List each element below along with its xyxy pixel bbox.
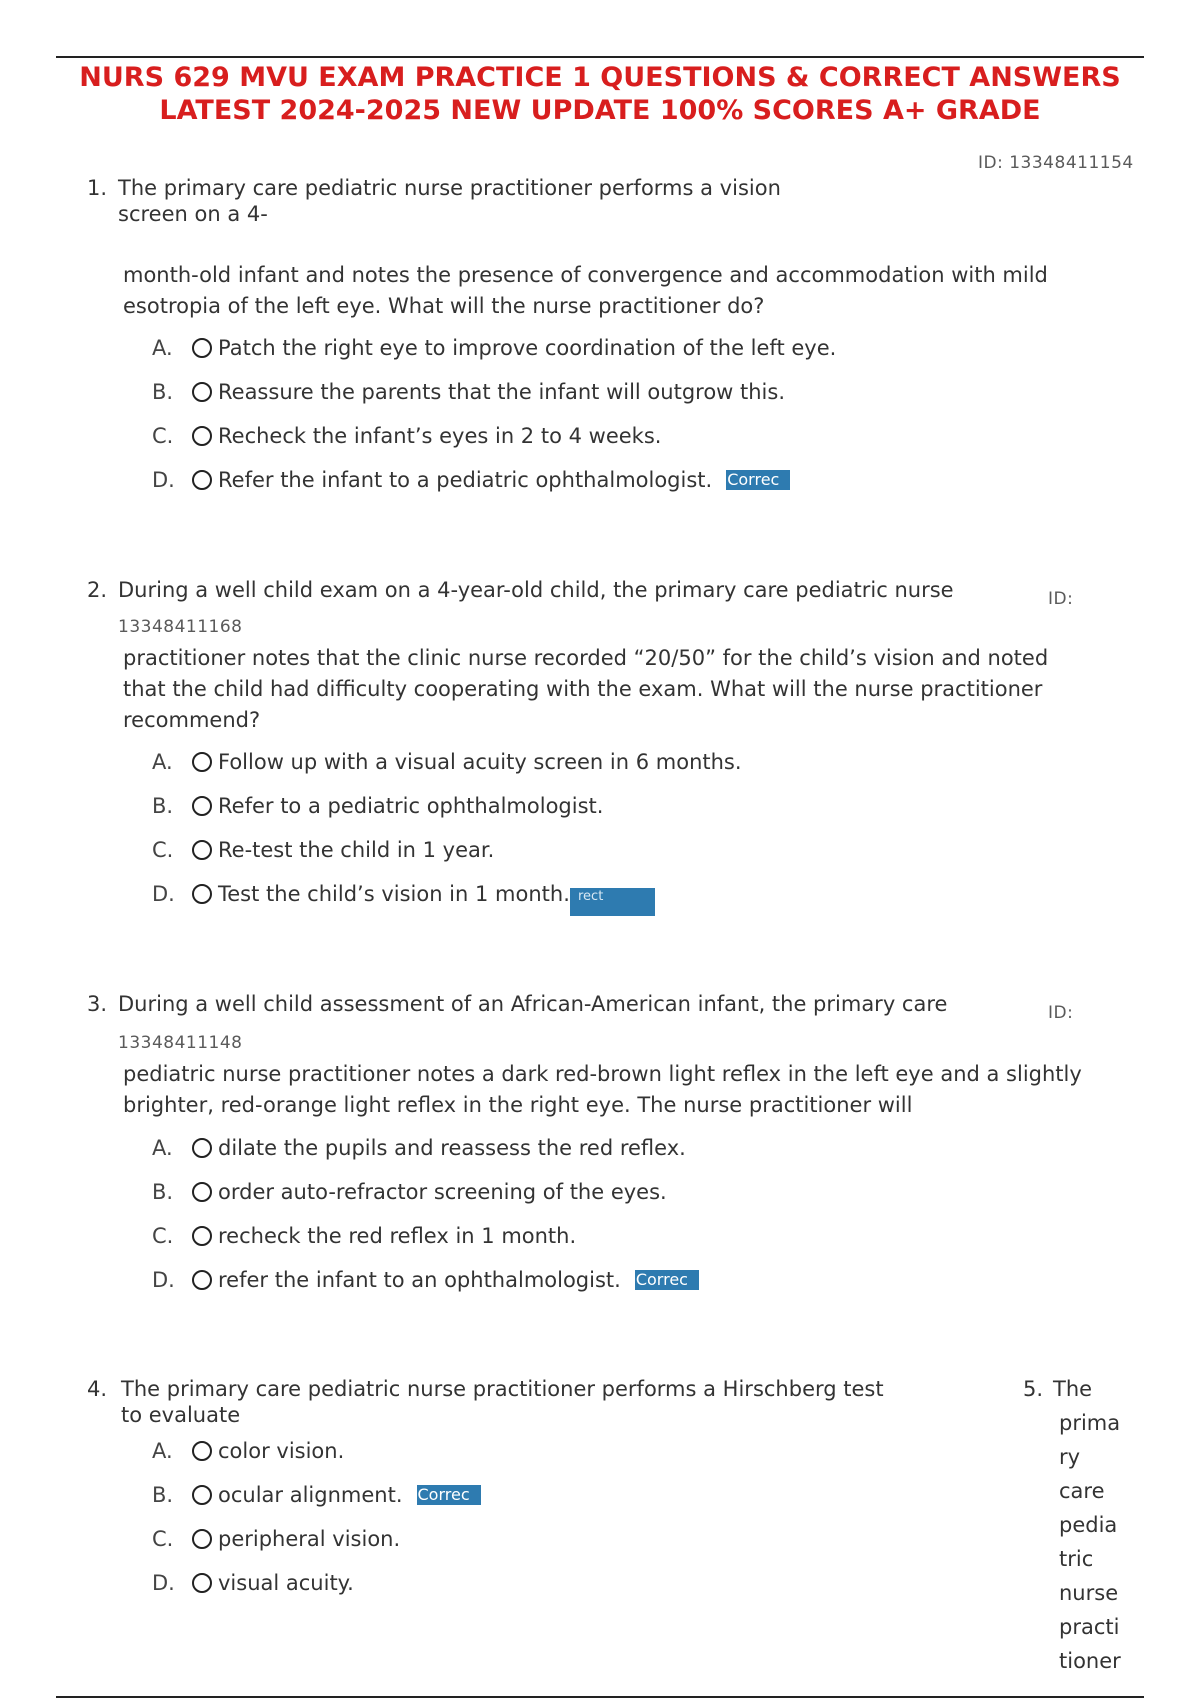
question-3-continuation: pediatric nurse practitioner notes a dark red-brown light reflex in the left eye and a slightly brighter, red-orange light reflex in the right eye. The nurse practitioner will bbox=[123, 1062, 1082, 1117]
question-5-line: tioner bbox=[1059, 1649, 1121, 1673]
question-4-option-a[interactable] bbox=[152, 1439, 344, 1463]
option-letter: A. bbox=[152, 750, 173, 774]
option-letter: C. bbox=[152, 424, 174, 448]
correct-badge: Correc bbox=[417, 1485, 481, 1505]
radio-circle-icon[interactable] bbox=[192, 1529, 212, 1549]
option-letter: B. bbox=[152, 794, 174, 818]
option-letter: B. bbox=[152, 1180, 174, 1204]
question-5-line: ry bbox=[1059, 1445, 1081, 1469]
question-5-line: nurse bbox=[1059, 1581, 1119, 1605]
question-1-stem-line-2: screen on a 4- bbox=[118, 202, 268, 226]
option-letter: B. bbox=[152, 380, 174, 404]
option-text: refer the infant to an ophthalmologist. bbox=[218, 1268, 621, 1292]
option-letter: D. bbox=[152, 1268, 175, 1292]
question-2-continuation: practitioner notes that the clinic nurse recorded “20/50” for the child’s vision and noted that the child had difficulty cooperating with the exam. What will the nurse practitioner recommend? bbox=[123, 646, 1049, 732]
question-3-option-c[interactable] bbox=[152, 1224, 576, 1248]
question-1-stem-line-1: The primary care pediatric nurse practitioner performs a vision bbox=[118, 176, 781, 200]
option-letter: B. bbox=[152, 1483, 174, 1507]
question-1-id: ID: 13348411154 bbox=[978, 153, 1134, 173]
question-5-number: 5. bbox=[1023, 1377, 1044, 1401]
question-4-number: 4. bbox=[87, 1377, 108, 1401]
option-text: Re-test the child in 1 year. bbox=[218, 838, 495, 862]
radio-circle-icon[interactable] bbox=[192, 382, 212, 402]
document-title-line-2: LATEST 2024-2025 NEW UPDATE 100% SCORES A+ GRADE bbox=[159, 95, 1041, 126]
question-5-line: practi bbox=[1059, 1615, 1120, 1639]
option-text: color vision. bbox=[218, 1439, 345, 1463]
option-letter: D. bbox=[152, 882, 175, 906]
question-2-option-d[interactable] bbox=[152, 882, 570, 906]
option-text: Refer the infant to a pediatric ophthalmologist. bbox=[218, 468, 713, 492]
option-text: order auto-refractor screening of the eyes. bbox=[218, 1180, 667, 1204]
radio-circle-icon[interactable] bbox=[192, 1441, 212, 1461]
question-5-line: The bbox=[1053, 1377, 1093, 1401]
radio-circle-icon[interactable] bbox=[192, 1138, 212, 1158]
option-letter: A. bbox=[152, 1439, 173, 1463]
question-4-stem-line-2: to evaluate bbox=[121, 1403, 241, 1427]
option-letter: D. bbox=[152, 1571, 175, 1595]
radio-circle-icon[interactable] bbox=[192, 752, 212, 772]
question-1-option-a[interactable] bbox=[152, 336, 836, 360]
option-text: ocular alignment. bbox=[218, 1483, 403, 1507]
radio-circle-icon[interactable] bbox=[192, 1573, 212, 1593]
question-1-option-c[interactable] bbox=[152, 424, 661, 448]
option-letter: D. bbox=[152, 468, 175, 492]
question-4-option-c[interactable] bbox=[152, 1527, 400, 1551]
question-4-option-b[interactable] bbox=[152, 1483, 481, 1507]
radio-circle-icon[interactable] bbox=[192, 1226, 212, 1246]
bottom-rule bbox=[56, 1696, 1144, 1698]
question-5-line: care bbox=[1059, 1479, 1105, 1503]
question-2-option-a[interactable] bbox=[152, 750, 742, 774]
option-text: Reassure the parents that the infant will outgrow this. bbox=[218, 380, 786, 404]
question-2-id-prefix: ID: bbox=[1048, 589, 1074, 609]
question-1-number: 1. bbox=[87, 176, 108, 200]
correct-badge bbox=[570, 888, 655, 916]
option-letter: A. bbox=[152, 336, 173, 360]
question-3-number: 3. bbox=[87, 992, 108, 1016]
option-letter: C. bbox=[152, 1224, 174, 1248]
question-5-line: prima bbox=[1059, 1411, 1121, 1435]
question-1-continuation: month-old infant and notes the presence of convergence and accommodation with mild esotropia of the left eye. What will the nurse practitioner do? bbox=[123, 263, 1048, 318]
radio-circle-icon[interactable] bbox=[192, 1485, 212, 1505]
question-3-id-number: 13348411148 bbox=[118, 1033, 243, 1053]
question-3-option-d[interactable] bbox=[152, 1268, 699, 1292]
option-text: visual acuity. bbox=[218, 1571, 354, 1595]
option-text: Refer to a pediatric ophthalmologist. bbox=[218, 794, 604, 818]
option-text: Recheck the infant’s eyes in 2 to 4 weeks. bbox=[218, 424, 662, 448]
correct-badge: Correc bbox=[635, 1270, 699, 1290]
document-title-line-1: NURS 629 MVU EXAM PRACTICE 1 QUESTIONS & CORRECT ANSWERS bbox=[79, 62, 1121, 93]
option-text: Test the child’s vision in 1 month. bbox=[218, 882, 570, 906]
option-letter: C. bbox=[152, 1527, 174, 1551]
radio-circle-icon[interactable] bbox=[192, 884, 212, 904]
option-text: peripheral vision. bbox=[218, 1527, 401, 1551]
correct-badge-text: rect bbox=[578, 889, 604, 904]
question-3-id-prefix: ID: bbox=[1048, 1003, 1074, 1023]
question-4-option-d[interactable] bbox=[152, 1571, 354, 1595]
question-3-stem-line-1: During a well child assessment of an African-American infant, the primary care bbox=[118, 992, 948, 1016]
question-2-stem-line-1: During a well child exam on a 4-year-old child, the primary care pediatric nurse bbox=[118, 578, 954, 602]
radio-circle-icon[interactable] bbox=[192, 796, 212, 816]
radio-circle-icon[interactable] bbox=[192, 426, 212, 446]
question-2-id-number: 13348411168 bbox=[118, 617, 243, 637]
top-rule bbox=[56, 56, 1144, 58]
question-3-option-b[interactable] bbox=[152, 1180, 667, 1204]
option-text: Patch the right eye to improve coordination of the left eye. bbox=[218, 336, 837, 360]
question-5-line: tric bbox=[1059, 1547, 1094, 1571]
correct-badge: Correc bbox=[726, 470, 790, 490]
option-letter: C. bbox=[152, 838, 174, 862]
option-text: recheck the red reflex in 1 month. bbox=[218, 1224, 577, 1248]
question-3-option-a[interactable] bbox=[152, 1136, 686, 1160]
radio-circle-icon[interactable] bbox=[192, 470, 212, 490]
question-2-option-b[interactable] bbox=[152, 794, 603, 818]
question-2-option-c[interactable] bbox=[152, 838, 494, 862]
question-5-line: pedia bbox=[1059, 1513, 1118, 1537]
radio-circle-icon[interactable] bbox=[192, 1182, 212, 1202]
question-1-option-b[interactable] bbox=[152, 380, 785, 404]
radio-circle-icon[interactable] bbox=[192, 840, 212, 860]
radio-circle-icon[interactable] bbox=[192, 1270, 212, 1290]
question-1-option-d[interactable] bbox=[152, 468, 790, 492]
option-text: Follow up with a visual acuity screen in 6 months. bbox=[218, 750, 742, 774]
radio-circle-icon[interactable] bbox=[192, 338, 212, 358]
question-2-number: 2. bbox=[87, 578, 108, 602]
option-text: dilate the pupils and reassess the red reflex. bbox=[218, 1136, 686, 1160]
question-4-stem-line-1: The primary care pediatric nurse practitioner performs a Hirschberg test bbox=[121, 1377, 884, 1401]
option-letter: A. bbox=[152, 1136, 173, 1160]
